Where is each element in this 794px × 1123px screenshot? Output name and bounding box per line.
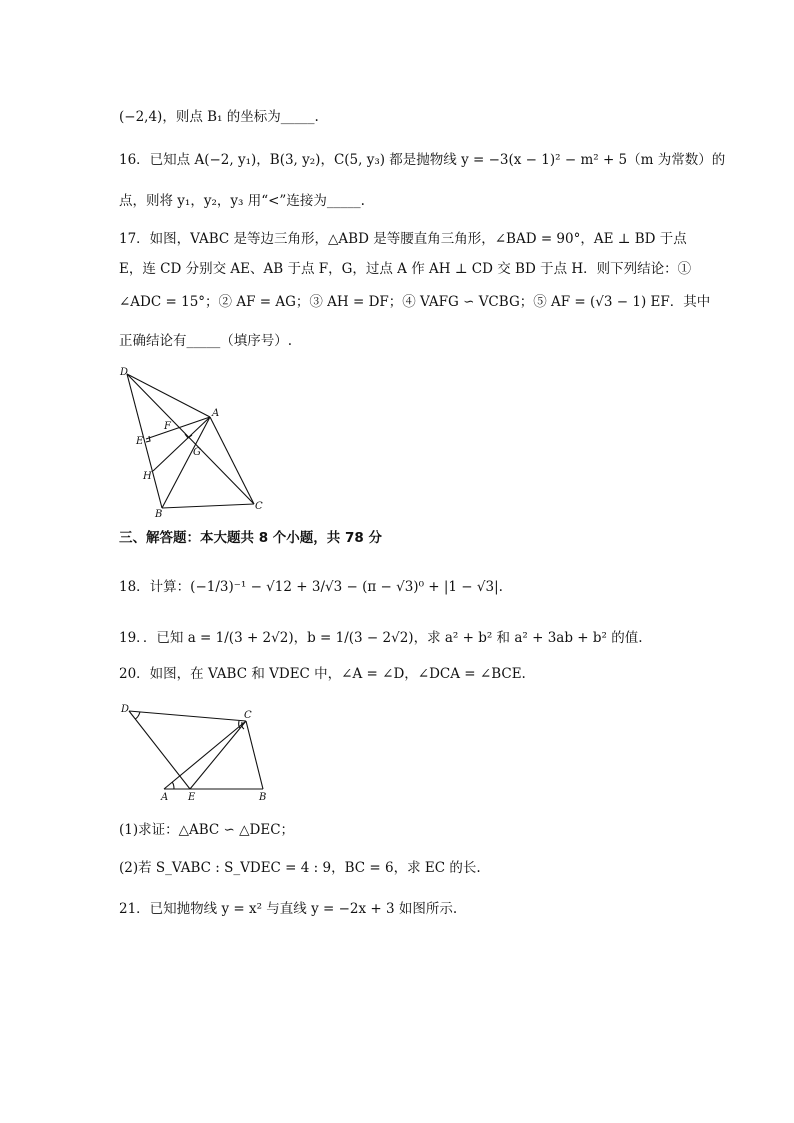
label-B: B (259, 792, 267, 803)
label-G: G (193, 447, 201, 458)
segment-AC (210, 417, 254, 504)
problem-20: 20．如图，在 VABC 和 VDEC 中，∠A = ∠D，∠DCA = ∠BCE. (119, 666, 526, 682)
segment-DE (129, 711, 190, 789)
label-H: H (143, 471, 152, 482)
section-heading-3: 三、解答题：本大题共 8 个小题，共 78 分 (119, 530, 382, 546)
angle-mark-D (135, 712, 140, 719)
angle-mark-A (172, 782, 174, 789)
problem-19: 19．．已知 a = 1/(3 + 2√2)，b = 1/(3 − 2√2)，求 a² + b² 和 a² + 3ab + b² 的值. (119, 630, 643, 646)
problem-17-line-3: ∠ADC = 15°；② AF = AG；③ AH = DF；④ VAFG ∽ VCBG；⑤ AF = (√3 − 1) EF．其中 (119, 294, 711, 310)
label-D: D (121, 704, 130, 715)
segment-CA (164, 721, 246, 789)
problem-17-line-2: E，连 CD 分别交 AE、AB 于点 F，G，过点 A 作 AH ⊥ CD 交 BD 于点 H．则下列结论：① (119, 261, 692, 277)
figure-20-diagram (118, 700, 278, 808)
problem-17-line-4: 正确结论有_____（填序号）. (119, 333, 293, 349)
segment-BC (162, 504, 254, 508)
segment-DA (127, 374, 210, 417)
label-E: E (188, 792, 196, 803)
angle-mark-C1 (239, 721, 240, 728)
label-D: D (120, 367, 129, 378)
problem-20-part-1: (1)求证：△ABC ∽ △DEC； (119, 822, 295, 838)
label-C: C (255, 501, 263, 512)
problem-16-line-1: 16．已知点 A(−2, y₁)，B(3, y₂)，C(5, y₃) 都是抛物线 y = −3(x − 1)² − m² + 5（m 为常数）的 (119, 152, 726, 168)
problem-17-line-1: 17．如图，VABC 是等边三角形，△ABD 是等腰直角三角形，∠BAD = 90°，AE ⊥ BD 于点 (119, 231, 687, 247)
label-A: A (212, 408, 220, 419)
segment-AH (153, 417, 210, 471)
segment-CE (190, 721, 246, 789)
problem-18: 18．计算：(−1/3)⁻¹ − √12 + 3/√3 − (π − √3)⁰ + |1 − √3|. (119, 579, 503, 595)
label-F: F (164, 421, 171, 432)
label-A: A (161, 792, 169, 803)
segment-DB (127, 374, 162, 508)
segment-DC (129, 711, 246, 721)
problem-21: 21．已知抛物线 y = x² 与直线 y = −2x + 3 如图所示. (119, 901, 458, 917)
problem-tail-15: (−2,4)，则点 B₁ 的坐标为_____. (119, 109, 319, 125)
figure-17-diagram (118, 362, 268, 520)
label-E: E (136, 436, 144, 447)
problem-20-part-2: (2)若 S_VABC : S_VDEC = 4 : 9，BC = 6，求 EC 的长. (119, 860, 481, 876)
label-B: B (155, 509, 163, 520)
label-C: C (244, 710, 252, 721)
segment-CB (246, 721, 263, 789)
problem-16-line-2: 点，则将 y₁，y₂，y₃ 用“<”连接为_____. (119, 193, 365, 209)
